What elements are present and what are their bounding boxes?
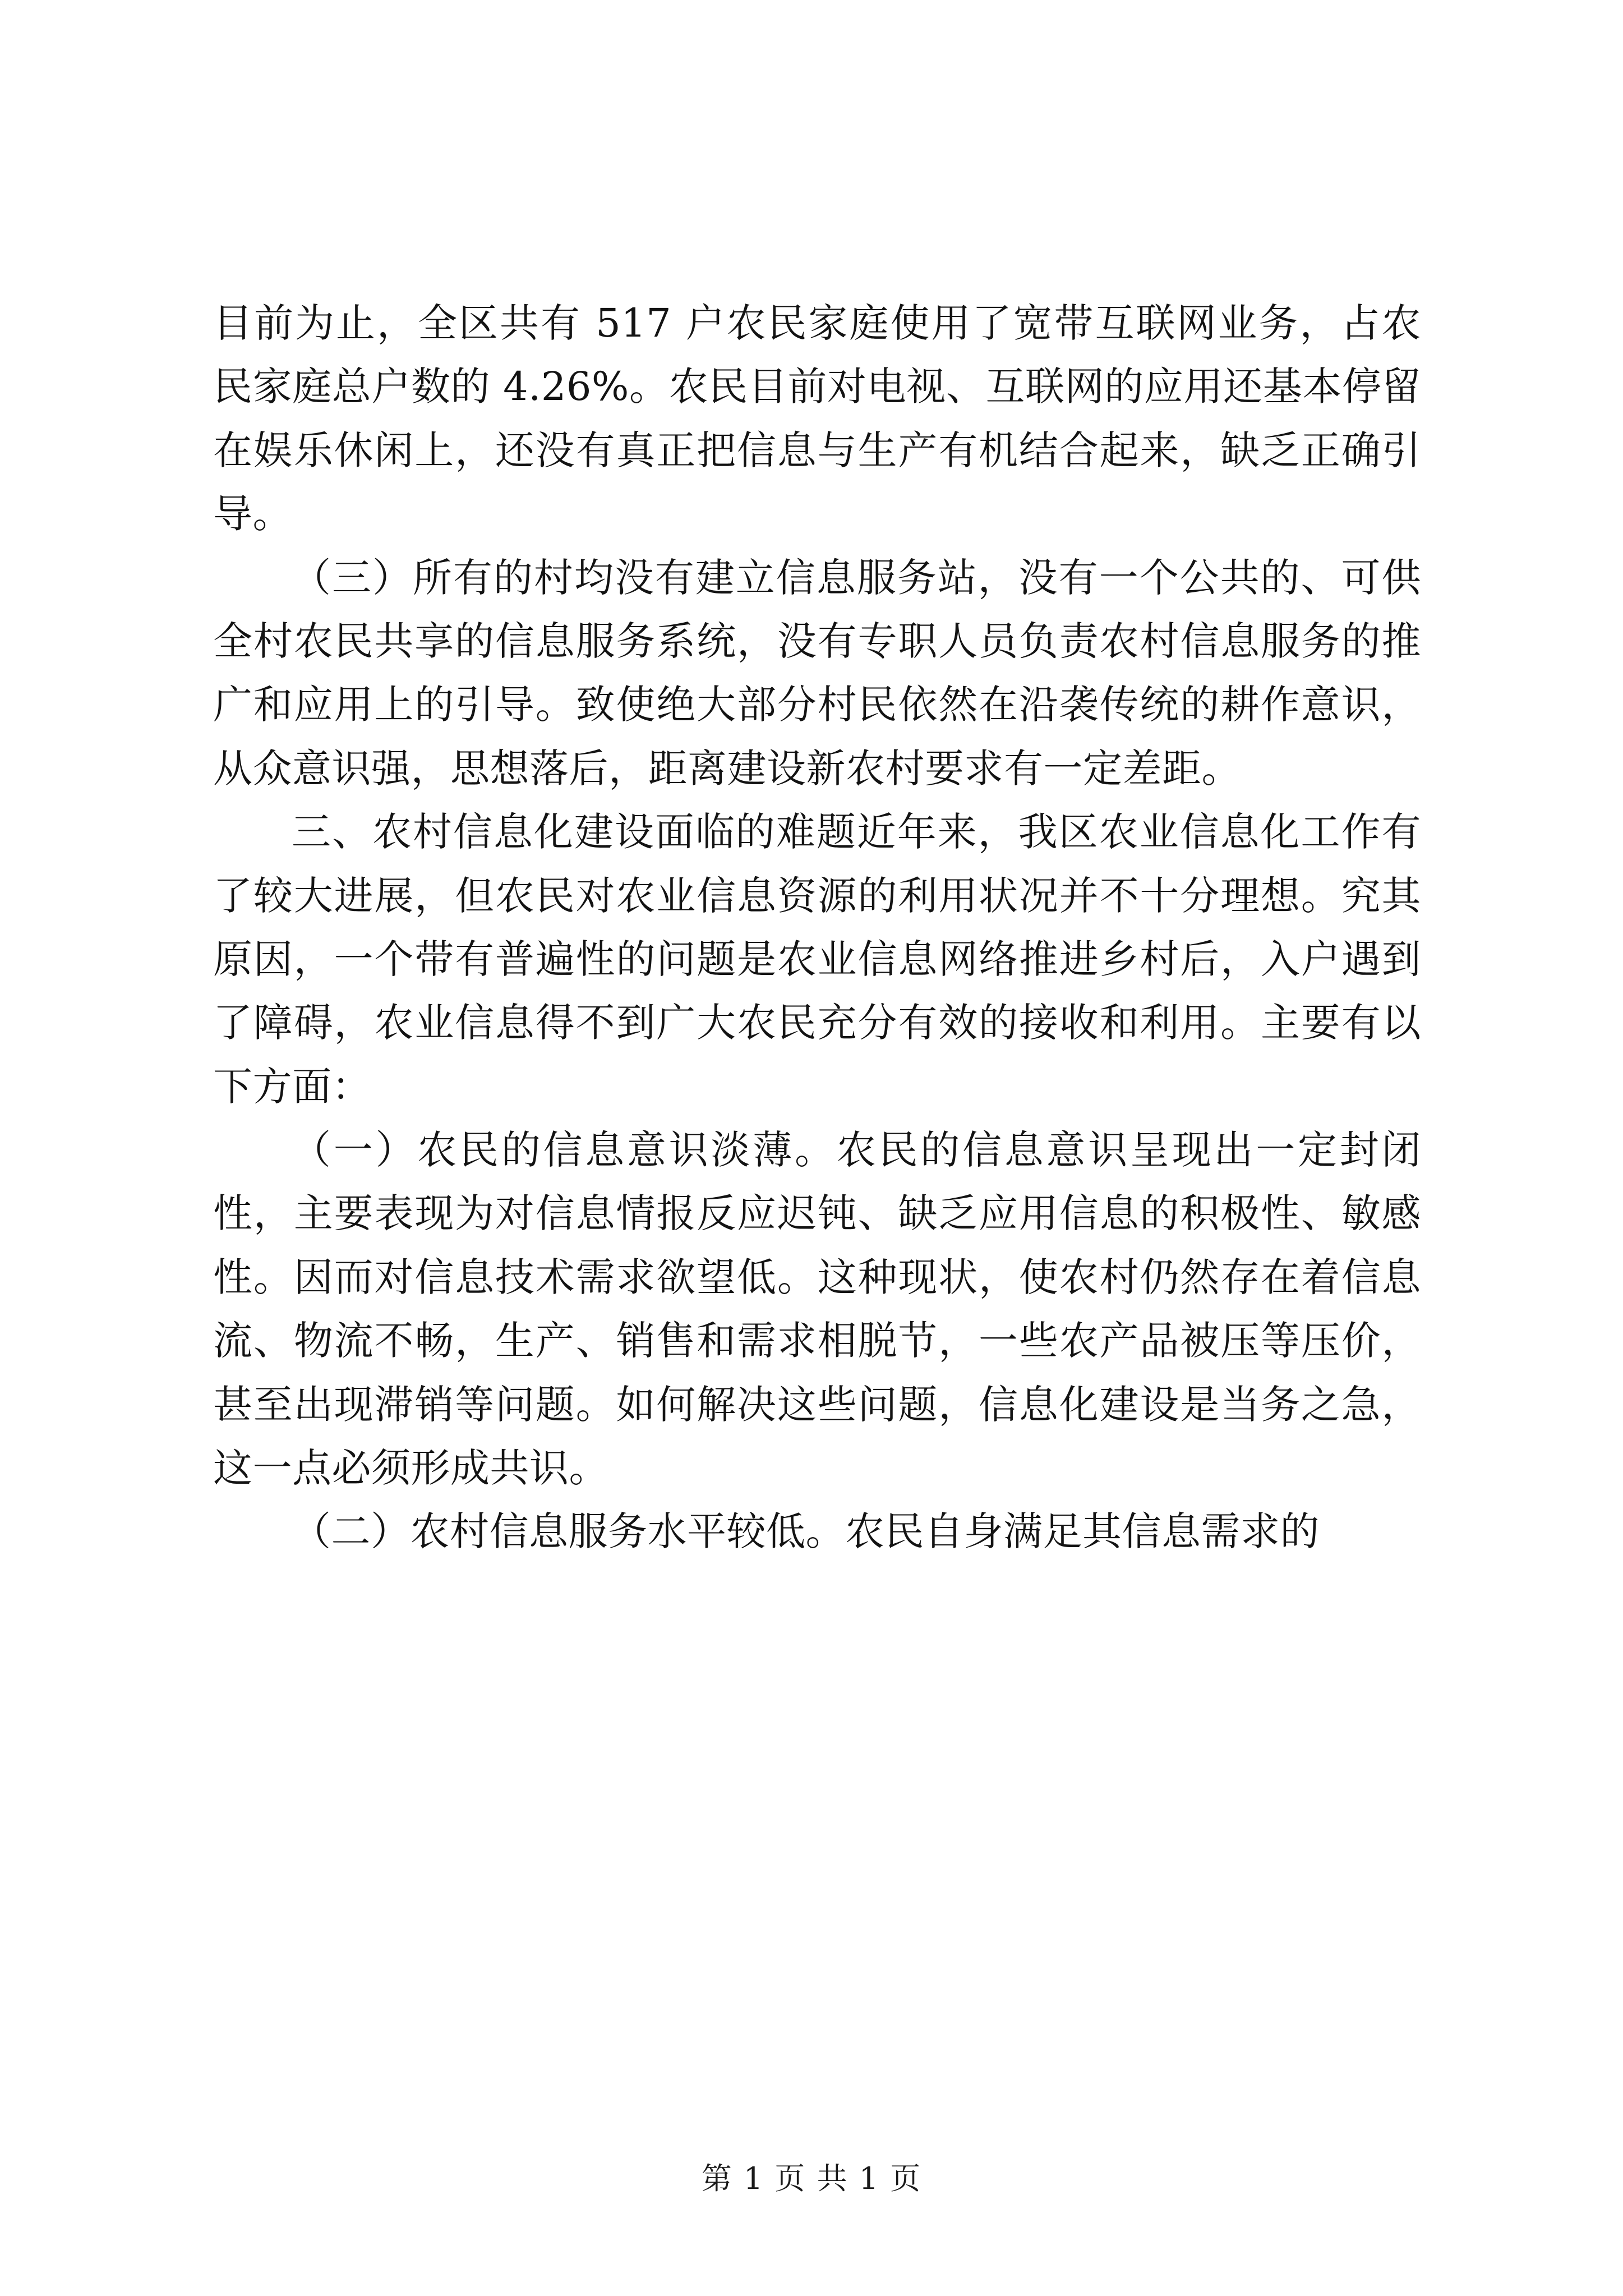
paragraph: 三、农村信息化建设面临的难题近年来，我区农业信息化工作有了较大进展，但农民对农业信息资源的利用状况并不十分理想。究其原因，一个带有普遍性的问题是农业信息网络推进乡村后，入户遇到了障碍，农业信息得不到广大农民充分有效的接收和利用。主要有以下方面：: [213, 809, 1421, 1110]
paragraph: 目前为止，全区共有 517 户农民家庭使用了宽带互联网业务，占农民家庭总户数的 4.26%。农民目前对电视、互联网的应用还基本停留在娱乐休闲上，还没有真正把信息与生产有机结合起来，缺乏正确引导。: [213, 300, 1421, 537]
paragraph: （二）农村信息服务水平较低。农民自身满足其信息需求的: [292, 1508, 1320, 1555]
document-body: [213, 292, 1421, 1564]
paragraph: （三）所有的村均没有建立信息服务站，没有一个公共的、可供全村农民共享的信息服务系统，没有专职人员负责农村信息服务的推广和应用上的引导。致使绝大部分村民依然在沿袭传统的耕作意识，从众意识强，思想落后，距离建设新农村要求有一定差距。: [213, 554, 1421, 792]
paragraph: （一）农民的信息意识淡薄。农民的信息意识呈现出一定封闭性，主要表现为对信息情报反应迟钝、缺乏应用信息的积极性、敏感性。因而对信息技术需求欲望低。这种现状，使农村仍然存在着信息流、物流不畅，生产、销售和需求相脱节，一些农产品被压等压价，甚至出现滞销等问题。如何解决这些问题，信息化建设是当务之急，这一点必须形成共识。: [213, 1127, 1421, 1492]
page-footer: 第 1 页 共 1 页: [701, 2161, 922, 2196]
